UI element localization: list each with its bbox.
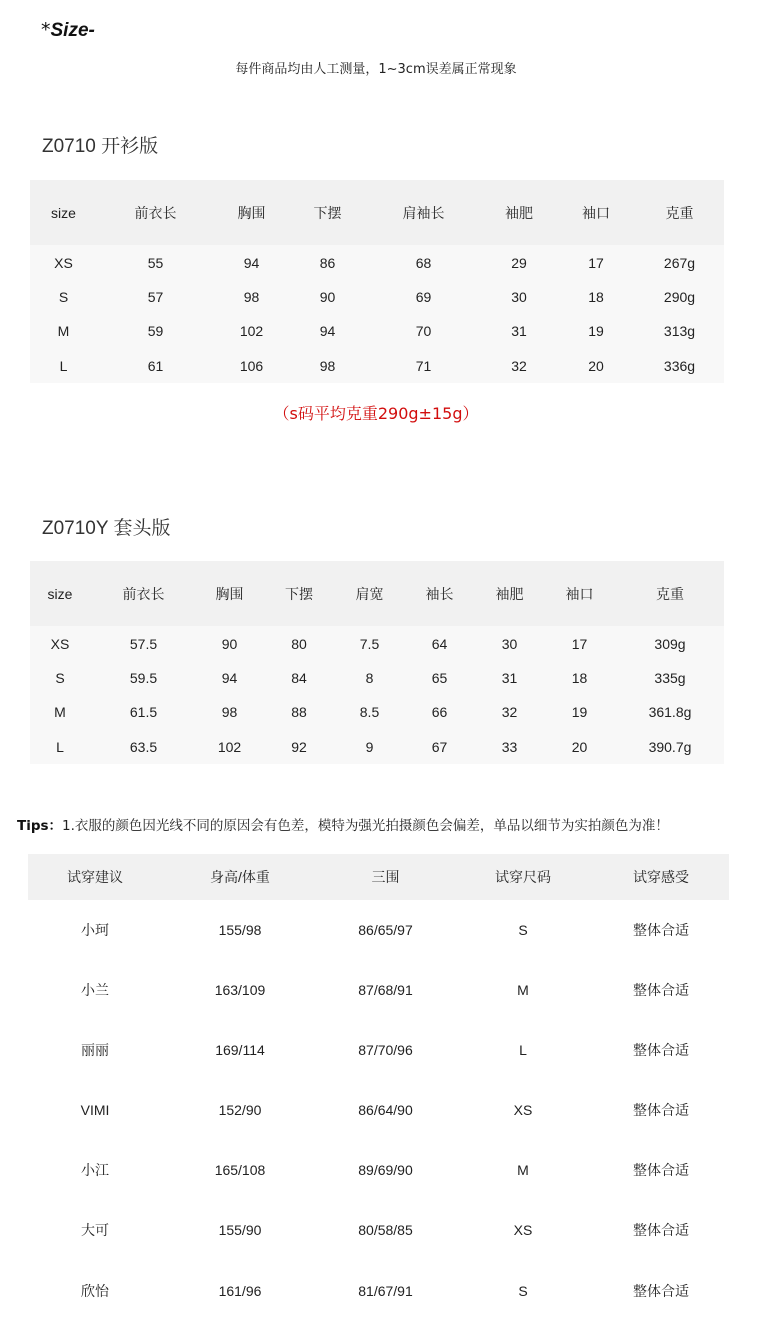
table-cell: 18 bbox=[588, 289, 604, 305]
tryon-header-row bbox=[28, 854, 729, 900]
table-cell: 8.5 bbox=[359, 704, 380, 720]
table-cell: 59 bbox=[147, 323, 164, 339]
cardigan-col-weight: 克重 bbox=[665, 204, 694, 221]
pullover-col-sleeve-length: 袖长 bbox=[425, 585, 454, 602]
table-cell: 小珂 bbox=[81, 922, 109, 938]
table-cell: 70 bbox=[415, 323, 432, 339]
table-cell: 106 bbox=[239, 357, 264, 374]
table-cell: 267g bbox=[663, 254, 696, 271]
table-cell: 整体合适 bbox=[633, 982, 689, 998]
table-cell: M bbox=[57, 323, 70, 339]
table-cell: 88 bbox=[291, 704, 307, 720]
table-row bbox=[28, 1140, 729, 1200]
pullover-col-size: size bbox=[47, 585, 73, 602]
size-heading bbox=[41, 18, 95, 43]
table-row bbox=[30, 695, 724, 729]
tryon-table bbox=[28, 854, 729, 1322]
table-cell: 94 bbox=[221, 670, 238, 686]
table-cell: 84 bbox=[291, 670, 307, 686]
table-cell: 71 bbox=[415, 357, 432, 374]
table-cell: 86/65/97 bbox=[358, 922, 413, 938]
table-row bbox=[28, 900, 729, 960]
table-cell: 152/90 bbox=[218, 1102, 262, 1118]
table-cell: 98 bbox=[319, 357, 336, 374]
table-cell: 66 bbox=[431, 704, 448, 720]
table-cell: 161/96 bbox=[218, 1283, 262, 1299]
table-cell: 65 bbox=[431, 670, 448, 686]
table-cell: 64 bbox=[431, 635, 448, 652]
table-cell: 8 bbox=[365, 670, 374, 686]
table-cell: XS bbox=[513, 1222, 533, 1238]
tryon-col-feeling: 试穿感受 bbox=[633, 869, 689, 885]
pullover-col-length: 前衣长 bbox=[122, 585, 165, 602]
pullover-col-weight: 克重 bbox=[656, 585, 684, 602]
table-cell: 20 bbox=[588, 357, 604, 374]
table-cell: 小江 bbox=[81, 1162, 109, 1178]
table-row bbox=[30, 661, 724, 695]
table-cell: 61.5 bbox=[129, 704, 158, 720]
table-cell: 18 bbox=[571, 670, 588, 686]
table-row bbox=[30, 314, 724, 348]
table-cell: 361.8g bbox=[648, 704, 692, 720]
table-cell: 390.7g bbox=[648, 738, 692, 755]
pullover-col-sleeve-width: 袖肥 bbox=[495, 585, 524, 602]
cardigan-header-row bbox=[30, 180, 724, 245]
table-row bbox=[28, 1020, 729, 1080]
table-cell: 整体合适 bbox=[633, 1283, 689, 1299]
table-cell: 313g bbox=[663, 323, 696, 339]
table-cell: XS bbox=[50, 635, 70, 652]
table-cell: 整体合适 bbox=[633, 1222, 689, 1238]
table-cell: 155/98 bbox=[218, 922, 262, 938]
table-cell: 57 bbox=[147, 289, 164, 305]
cardigan-size-table bbox=[30, 180, 724, 383]
table-cell: 整体合适 bbox=[633, 1162, 689, 1178]
pullover-col-shoulder: 肩宽 bbox=[355, 585, 384, 602]
table-cell: 90 bbox=[319, 289, 336, 305]
table-cell: 94 bbox=[319, 323, 336, 339]
table-cell: 整体合适 bbox=[633, 1042, 689, 1058]
pullover-header-row bbox=[30, 561, 724, 626]
tryon-col-height-weight: 身高/体重 bbox=[210, 869, 270, 885]
table-cell: 9 bbox=[365, 738, 374, 755]
table-cell: 87/68/91 bbox=[358, 982, 413, 998]
table-cell: 32 bbox=[511, 357, 527, 374]
tips-label: Tips： bbox=[17, 818, 63, 834]
table-cell: 169/114 bbox=[215, 1042, 265, 1058]
cardigan-col-hem: 下摆 bbox=[313, 204, 342, 221]
table-cell: 33 bbox=[501, 738, 518, 755]
table-cell: 102 bbox=[217, 738, 242, 755]
cardigan-col-cuff: 袖口 bbox=[582, 204, 610, 221]
table-cell: 17 bbox=[588, 254, 604, 271]
table-cell: XS bbox=[513, 1102, 533, 1118]
size-heading-star: * bbox=[41, 19, 51, 41]
table-cell: 整体合适 bbox=[633, 922, 689, 938]
table-cell: 32 bbox=[501, 704, 518, 720]
tryon-col-measurements: 三围 bbox=[371, 869, 400, 885]
tips-text: 1.衣服的颜色因光线不同的原因会有色差，模特为强光拍摄颜色会偏差，单品以细节为实拍颜色为准！ bbox=[62, 818, 669, 834]
size-heading-title: Size- bbox=[50, 20, 95, 41]
table-cell: 98 bbox=[243, 289, 260, 305]
table-cell: 86/64/90 bbox=[358, 1102, 413, 1118]
table-row bbox=[28, 1260, 729, 1322]
table-cell: 小兰 bbox=[81, 982, 109, 998]
table-cell: 309g bbox=[654, 635, 686, 652]
table-cell: 90 bbox=[221, 635, 238, 652]
table-cell: 67 bbox=[431, 738, 448, 755]
table-cell: 98 bbox=[221, 704, 238, 720]
table-cell: 欣怡 bbox=[81, 1283, 109, 1299]
table-cell: L bbox=[56, 738, 64, 755]
table-cell: 7.5 bbox=[359, 635, 380, 652]
table-cell: 163/109 bbox=[214, 982, 266, 998]
table-row bbox=[30, 348, 724, 383]
table-cell: L bbox=[519, 1042, 527, 1058]
table-cell: 大可 bbox=[81, 1222, 109, 1238]
table-cell: M bbox=[517, 1162, 529, 1178]
cardigan-col-shoulder-sleeve: 肩袖长 bbox=[402, 204, 445, 221]
table-row bbox=[28, 960, 729, 1020]
table-row bbox=[30, 626, 724, 661]
table-cell: 68 bbox=[415, 254, 432, 271]
table-cell: S bbox=[518, 1283, 528, 1299]
table-cell: 29 bbox=[511, 254, 527, 271]
table-cell: 81/67/91 bbox=[358, 1283, 413, 1299]
table-cell: 19 bbox=[588, 323, 604, 339]
table-cell: 80/58/85 bbox=[358, 1222, 413, 1238]
tips-line bbox=[17, 816, 669, 836]
pullover-col-cuff: 袖口 bbox=[565, 585, 594, 602]
table-cell: S bbox=[58, 289, 69, 305]
table-cell: 55 bbox=[147, 254, 164, 271]
pullover-title: Z0710Y 套头版 bbox=[42, 518, 171, 539]
table-cell: 335g bbox=[654, 670, 686, 686]
tryon-col-model: 试穿建议 bbox=[67, 869, 123, 885]
cardigan-col-sleeve-width: 袖肥 bbox=[505, 204, 533, 221]
table-cell: 102 bbox=[239, 323, 264, 339]
table-cell: 57.5 bbox=[129, 635, 158, 652]
measurement-note: 每件商品均由人工测量，1~3cm误差属正常现象 bbox=[235, 62, 517, 77]
pullover-size-table bbox=[30, 561, 724, 764]
table-cell: 290g bbox=[663, 289, 696, 305]
cardigan-title: Z0710 开衫版 bbox=[42, 136, 159, 157]
table-cell: 89/69/90 bbox=[358, 1162, 413, 1178]
table-cell: 92 bbox=[291, 738, 307, 755]
table-row bbox=[30, 280, 724, 314]
table-cell: 336g bbox=[663, 357, 696, 374]
table-cell: 19 bbox=[571, 704, 588, 720]
table-row bbox=[30, 729, 724, 764]
table-cell: XS bbox=[54, 254, 73, 271]
table-row bbox=[28, 1080, 729, 1140]
average-weight-note: （s码平均克重290g±15g） bbox=[273, 404, 479, 423]
tryon-col-size: 试穿尺码 bbox=[495, 869, 551, 885]
cardigan-col-chest: 胸围 bbox=[237, 204, 266, 221]
table-cell: 69 bbox=[415, 289, 432, 305]
table-row bbox=[28, 1200, 729, 1260]
table-cell: 31 bbox=[511, 323, 527, 339]
table-cell: 165/108 bbox=[214, 1162, 266, 1178]
table-cell: 整体合适 bbox=[633, 1102, 689, 1118]
table-cell: 59.5 bbox=[129, 670, 158, 686]
table-cell: S bbox=[518, 922, 528, 938]
table-cell: 63.5 bbox=[129, 738, 158, 755]
table-cell: S bbox=[55, 670, 65, 686]
table-cell: 80 bbox=[291, 635, 307, 652]
table-cell: 94 bbox=[243, 254, 260, 271]
table-cell: M bbox=[517, 982, 529, 998]
table-cell: L bbox=[59, 357, 68, 374]
table-row bbox=[30, 245, 724, 280]
table-cell: 86 bbox=[319, 254, 336, 271]
table-cell: 20 bbox=[571, 738, 588, 755]
table-cell: VIMI bbox=[80, 1102, 110, 1118]
pullover-col-hem: 下摆 bbox=[285, 585, 313, 602]
table-cell: 61 bbox=[147, 357, 164, 374]
table-cell: 87/70/96 bbox=[358, 1042, 413, 1058]
table-cell: M bbox=[54, 704, 66, 720]
pullover-col-chest: 胸围 bbox=[215, 585, 244, 602]
cardigan-col-size: size bbox=[51, 204, 76, 221]
table-cell: 30 bbox=[501, 635, 518, 652]
table-cell: 丽丽 bbox=[81, 1042, 109, 1058]
table-cell: 17 bbox=[571, 635, 588, 652]
cardigan-col-length: 前衣长 bbox=[134, 204, 177, 221]
table-cell: 31 bbox=[501, 670, 518, 686]
table-cell: 155/90 bbox=[218, 1222, 262, 1238]
table-cell: 30 bbox=[511, 289, 527, 305]
